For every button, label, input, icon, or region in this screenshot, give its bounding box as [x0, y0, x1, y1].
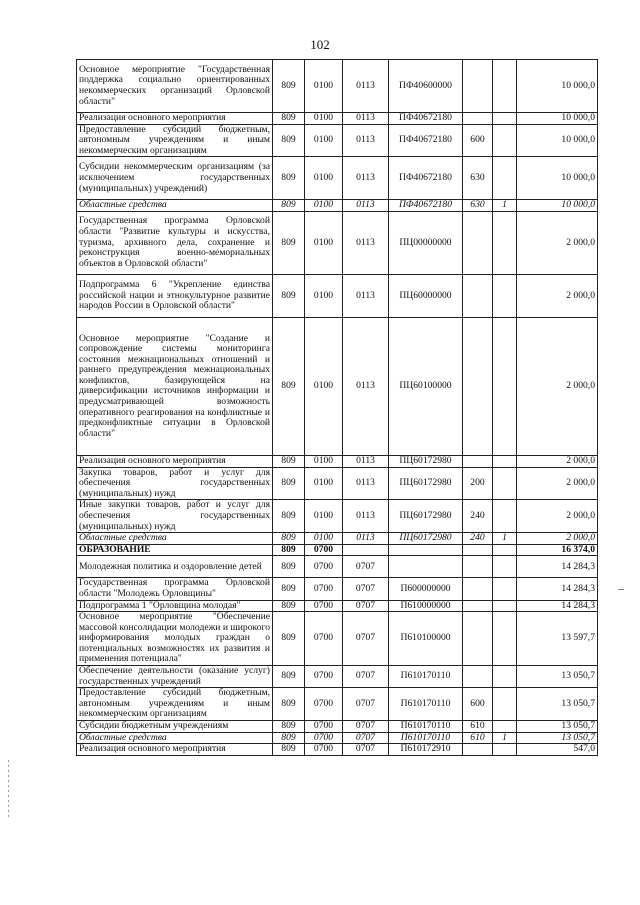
funding-source-cell	[493, 124, 517, 157]
amount-cell: 10 000,0	[517, 113, 598, 125]
row-name-cell: Субсидии бюджетным учреждениям	[77, 721, 273, 733]
target-article-cell: ПФ40672180	[389, 200, 463, 212]
subsection-code-cell: 0707	[343, 578, 389, 600]
amount-cell: 14 284,3	[517, 556, 598, 578]
funding-source-cell	[493, 211, 517, 274]
row-name-cell: Субсидии некоммерческим организациям (за исключением государственных (муниципальных) учреждений)	[77, 157, 273, 200]
amount-cell: 2 000,0	[517, 211, 598, 274]
expense-type-cell	[463, 113, 493, 125]
section-code-cell: 0100	[305, 211, 343, 274]
funding-source-cell	[493, 600, 517, 612]
table-row	[77, 317, 598, 455]
budget-table	[76, 59, 598, 756]
funding-source-cell	[493, 688, 517, 721]
grbs-code-cell: 809	[273, 500, 305, 533]
subsection-code-cell: 0707	[343, 556, 389, 578]
row-name-cell: Предоставление субсидий бюджетным, автономным учреждениям и иным некоммерческим организациям	[77, 688, 273, 721]
funding-source-cell	[493, 113, 517, 125]
section-code-cell: 0100	[305, 113, 343, 125]
row-name-cell: ОБРАЗОВАНИЕ	[77, 544, 273, 556]
row-name-cell: Реализация основного мероприятия	[77, 113, 273, 125]
subsection-code-cell: 0113	[343, 467, 389, 500]
target-article-cell: П610170110	[389, 688, 463, 721]
funding-source-cell	[493, 455, 517, 467]
amount-cell: 2 000,0	[517, 274, 598, 317]
subsection-code-cell: 0707	[343, 688, 389, 721]
page-number: 102	[310, 37, 330, 52]
section-code-cell: 0700	[305, 578, 343, 600]
budget-table-body	[77, 60, 598, 756]
target-article-cell: ПЦ60172980	[389, 533, 463, 545]
funding-source-cell	[493, 721, 517, 733]
row-name-cell: Закупка товаров, работ и услуг для обеспечения государственных (муниципальных) нужд	[77, 467, 273, 500]
row-name-cell: Областные средства	[77, 732, 273, 744]
section-code-cell: 0100	[305, 124, 343, 157]
section-code-cell: 0100	[305, 60, 343, 113]
table-row	[77, 124, 598, 157]
row-name-cell: Подпрограмма 6 "Укрепление единства российской нации и этнокультурное развитие народов России в Орловской области"	[77, 274, 273, 317]
target-article-cell: П610170110	[389, 721, 463, 733]
amount-cell: 13 050,7	[517, 688, 598, 721]
section-code-cell: 0700	[305, 612, 343, 666]
row-name-cell: Предоставление субсидий бюджетным, автономным учреждениям и иным некоммерческим организациям	[77, 124, 273, 157]
grbs-code-cell: 809	[273, 612, 305, 666]
section-code-cell: 0700	[305, 732, 343, 744]
target-article-cell: ПЦ00000000	[389, 211, 463, 274]
amount-cell: 2 000,0	[517, 455, 598, 467]
target-article-cell: П610000000	[389, 600, 463, 612]
subsection-code-cell: 0113	[343, 211, 389, 274]
row-name-cell: Молодежная политика и оздоровление детей	[77, 556, 273, 578]
table-row	[77, 666, 598, 688]
expense-type-cell	[463, 612, 493, 666]
subsection-code-cell: 0707	[343, 612, 389, 666]
subsection-code-cell: 0113	[343, 113, 389, 125]
grbs-code-cell: 809	[273, 124, 305, 157]
funding-source-cell	[493, 467, 517, 500]
grbs-code-cell: 809	[273, 60, 305, 113]
amount-cell: 13 597,7	[517, 612, 598, 666]
grbs-code-cell: 809	[273, 600, 305, 612]
amount-cell: 14 284,3	[517, 578, 598, 600]
section-code-cell: 0100	[305, 317, 343, 455]
funding-source-cell	[493, 500, 517, 533]
target-article-cell: ПЦ60172980	[389, 467, 463, 500]
table-row	[77, 721, 598, 733]
subsection-code-cell: 0113	[343, 274, 389, 317]
section-code-cell: 0700	[305, 744, 343, 756]
subsection-code-cell: 0707	[343, 600, 389, 612]
table-row	[77, 533, 598, 545]
row-name-cell: Иные закупки товаров, работ и услуг для обеспечения государственных (муниципальных) нужд	[77, 500, 273, 533]
grbs-code-cell: 809	[273, 732, 305, 744]
expense-type-cell	[463, 274, 493, 317]
target-article-cell: П610100000	[389, 612, 463, 666]
subsection-code-cell: 0113	[343, 60, 389, 113]
section-code-cell: 0100	[305, 200, 343, 212]
subsection-code-cell	[343, 544, 389, 556]
row-name-cell: Основное мероприятие "Создание и сопровождение системы мониторинга состояния межнациональных отношений и раннего предупреждения межнациональных конфликтов, базирующейся на диверсификации источников информации и предусматривающей возможность оперативного реагирования на конфликтные и предконфликтные ситуации в Орловской области"	[77, 317, 273, 455]
expense-type-cell	[463, 544, 493, 556]
grbs-code-cell: 809	[273, 317, 305, 455]
expense-type-cell	[463, 455, 493, 467]
expense-type-cell: 630	[463, 200, 493, 212]
grbs-code-cell: 809	[273, 744, 305, 756]
amount-cell: 2 000,0	[517, 467, 598, 500]
subsection-code-cell: 0113	[343, 157, 389, 200]
grbs-code-cell: 809	[273, 274, 305, 317]
subsection-code-cell: 0707	[343, 721, 389, 733]
amount-cell: 13 050,7	[517, 732, 598, 744]
row-name-cell: Обеспечение деятельности (оказание услуг) государственных учреждений	[77, 666, 273, 688]
table-row	[77, 211, 598, 274]
grbs-code-cell: 809	[273, 533, 305, 545]
row-name-cell: Государственная программа Орловской области "Молодежь Орловщины"	[77, 578, 273, 600]
grbs-code-cell: 809	[273, 688, 305, 721]
row-name-cell: Областные средства	[77, 200, 273, 212]
funding-source-cell	[493, 544, 517, 556]
grbs-code-cell: 809	[273, 578, 305, 600]
grbs-code-cell: 809	[273, 157, 305, 200]
row-name-cell: Основное мероприятие "Государственная поддержка социально ориентированных некоммерческих организаций Орловской области"	[77, 60, 273, 113]
row-name-cell: Реализация основного мероприятия	[77, 744, 273, 756]
target-article-cell: ПЦ60172980	[389, 500, 463, 533]
expense-type-cell	[463, 744, 493, 756]
section-code-cell: 0700	[305, 666, 343, 688]
table-row	[77, 578, 598, 600]
grbs-code-cell: 809	[273, 200, 305, 212]
table-row	[77, 467, 598, 500]
target-article-cell: П610170110	[389, 666, 463, 688]
table-row	[77, 556, 598, 578]
amount-cell: 10 000,0	[517, 200, 598, 212]
expense-type-cell	[463, 60, 493, 113]
target-article-cell: П610172910	[389, 744, 463, 756]
table-row	[77, 688, 598, 721]
target-article-cell: П610170110	[389, 732, 463, 744]
expense-type-cell: 600	[463, 124, 493, 157]
table-row	[77, 600, 598, 612]
amount-cell: 2 000,0	[517, 500, 598, 533]
target-article-cell: П600000000	[389, 578, 463, 600]
row-name-cell: Реализация основного мероприятия	[77, 455, 273, 467]
grbs-code-cell: 809	[273, 544, 305, 556]
subsection-code-cell: 0113	[343, 455, 389, 467]
funding-source-cell: 1	[493, 533, 517, 545]
amount-cell: 13 050,7	[517, 666, 598, 688]
expense-type-cell: 610	[463, 721, 493, 733]
funding-source-cell	[493, 157, 517, 200]
target-article-cell	[389, 544, 463, 556]
row-name-cell: Основное мероприятие "Обеспечение массовой консолидации молодежи и широкого информирования молодых граждан о потенциальных возможностях их развития и применения потенциала"	[77, 612, 273, 666]
expense-type-cell	[463, 556, 493, 578]
table-row	[77, 744, 598, 756]
funding-source-cell	[493, 744, 517, 756]
table-row	[77, 732, 598, 744]
scan-margin-mark	[8, 760, 9, 820]
table-row	[77, 544, 598, 556]
amount-cell: 14 284,3	[517, 600, 598, 612]
subsection-code-cell: 0113	[343, 124, 389, 157]
funding-source-cell	[493, 578, 517, 600]
amount-cell: 10 000,0	[517, 157, 598, 200]
amount-cell: 13 050,7	[517, 721, 598, 733]
funding-source-cell	[493, 666, 517, 688]
grbs-code-cell: 809	[273, 666, 305, 688]
section-code-cell: 0700	[305, 721, 343, 733]
amount-cell: 16 374,0	[517, 544, 598, 556]
section-code-cell: 0700	[305, 556, 343, 578]
section-code-cell: 0100	[305, 157, 343, 200]
subsection-code-cell: 0113	[343, 317, 389, 455]
target-article-cell: ПФ40672180	[389, 124, 463, 157]
funding-source-cell: 1	[493, 200, 517, 212]
section-code-cell: 0100	[305, 500, 343, 533]
funding-source-cell	[493, 556, 517, 578]
expense-type-cell: 240	[463, 533, 493, 545]
table-row	[77, 60, 598, 113]
expense-type-cell: 600	[463, 688, 493, 721]
grbs-code-cell: 809	[273, 211, 305, 274]
target-article-cell: ПЦ60172980	[389, 455, 463, 467]
target-article-cell: ПЦ60000000	[389, 274, 463, 317]
funding-source-cell: 1	[493, 732, 517, 744]
grbs-code-cell: 809	[273, 455, 305, 467]
expense-type-cell: 200	[463, 467, 493, 500]
table-row	[77, 200, 598, 212]
row-name-cell: Государственная программа Орловской области "Развитие культуры и искусства, туризма, архивного дела, сохранение и реконструкция военно-мемориальных объектов в Орловской области"	[77, 211, 273, 274]
row-name-cell: Областные средства	[77, 533, 273, 545]
section-code-cell: 0100	[305, 274, 343, 317]
row-name-cell: Подпрограмма 1 "Орловщина молодая"	[77, 600, 273, 612]
subsection-code-cell: 0707	[343, 666, 389, 688]
section-code-cell: 0100	[305, 467, 343, 500]
section-code-cell: 0100	[305, 455, 343, 467]
expense-type-cell	[463, 666, 493, 688]
section-code-cell: 0100	[305, 533, 343, 545]
amount-cell: 2 000,0	[517, 317, 598, 455]
amount-cell: 10 000,0	[517, 60, 598, 113]
funding-source-cell	[493, 317, 517, 455]
expense-type-cell	[463, 578, 493, 600]
subsection-code-cell: 0113	[343, 533, 389, 545]
target-article-cell: ПЦ60100000	[389, 317, 463, 455]
expense-type-cell: 240	[463, 500, 493, 533]
amount-cell: 547,0	[517, 744, 598, 756]
table-row	[77, 612, 598, 666]
table-row	[77, 113, 598, 125]
table-row	[77, 500, 598, 533]
grbs-code-cell: 809	[273, 113, 305, 125]
expense-type-cell	[463, 211, 493, 274]
target-article-cell: ПФ40672180	[389, 113, 463, 125]
table-row	[77, 157, 598, 200]
grbs-code-cell: 809	[273, 556, 305, 578]
grbs-code-cell: 809	[273, 721, 305, 733]
subsection-code-cell: 0113	[343, 500, 389, 533]
amount-cell: 2 000,0	[517, 533, 598, 545]
subsection-code-cell: 0707	[343, 732, 389, 744]
table-row	[77, 274, 598, 317]
funding-source-cell	[493, 612, 517, 666]
subsection-code-cell: 0707	[343, 744, 389, 756]
funding-source-cell	[493, 274, 517, 317]
target-article-cell: ПФ40600000	[389, 60, 463, 113]
funding-source-cell	[493, 60, 517, 113]
expense-type-cell	[463, 317, 493, 455]
scan-edge-mark	[618, 589, 624, 590]
grbs-code-cell: 809	[273, 467, 305, 500]
expense-type-cell: 630	[463, 157, 493, 200]
target-article-cell: ПФ40672180	[389, 157, 463, 200]
amount-cell: 10 000,0	[517, 124, 598, 157]
subsection-code-cell: 0113	[343, 200, 389, 212]
section-code-cell: 0700	[305, 544, 343, 556]
target-article-cell	[389, 556, 463, 578]
expense-type-cell	[463, 600, 493, 612]
section-code-cell: 0700	[305, 688, 343, 721]
expense-type-cell: 610	[463, 732, 493, 744]
table-row	[77, 455, 598, 467]
section-code-cell: 0700	[305, 600, 343, 612]
